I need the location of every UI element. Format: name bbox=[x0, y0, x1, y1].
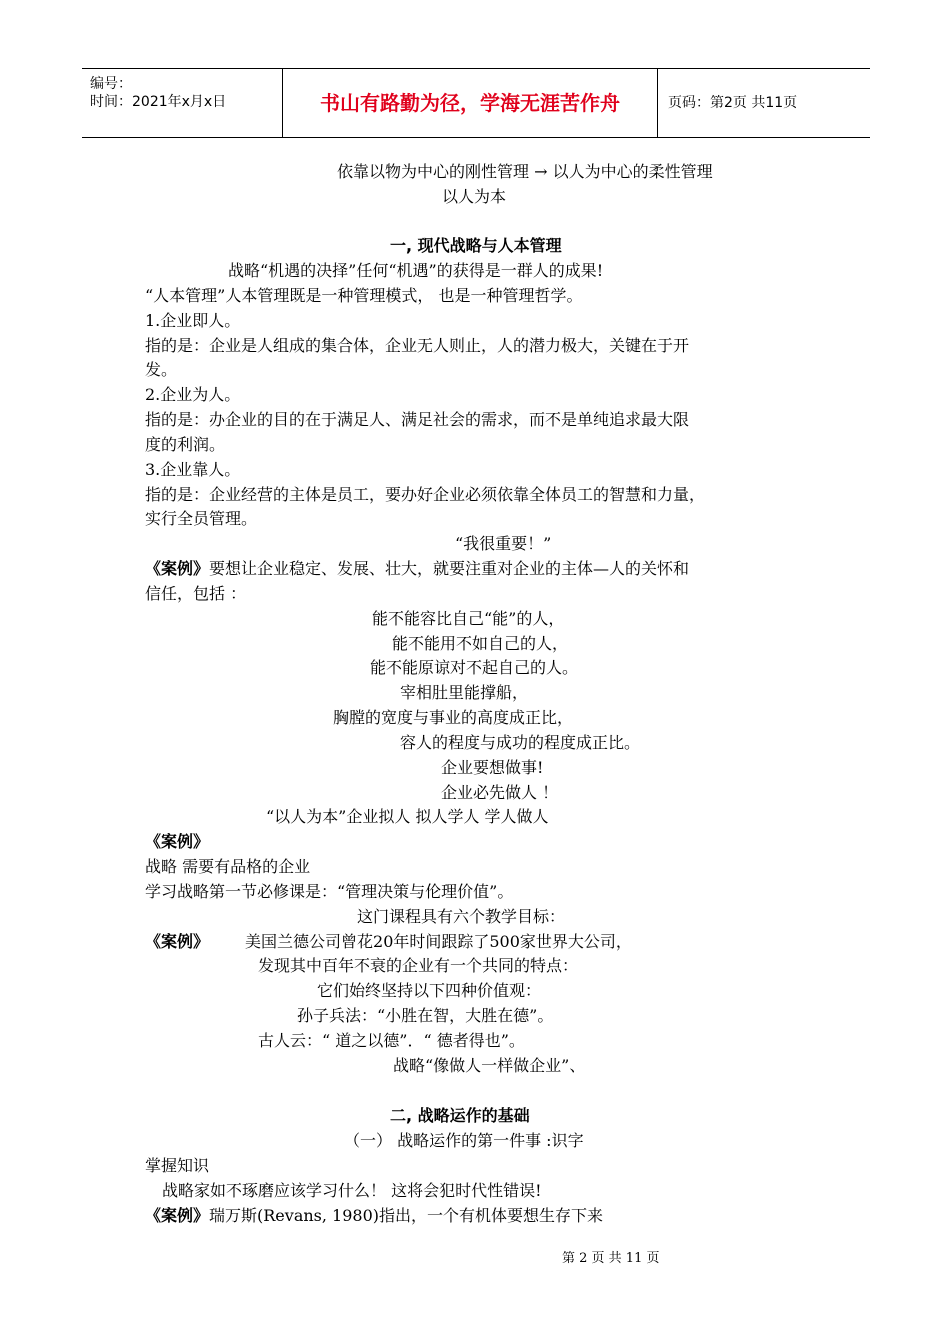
header-divider bbox=[657, 69, 658, 137]
page-footer: 第 2 页 共 11 页 bbox=[562, 1251, 660, 1266]
text-line: 瑞万斯(Revans, 1980)指出，一个有机体要想生存下来 bbox=[209, 1206, 604, 1225]
text-line: 宰相肚里能撑船， bbox=[400, 683, 529, 702]
text-line: 实行全员管理。 bbox=[145, 509, 258, 528]
text-line: 指的是：企业经营的主体是员工，要办好企业必须依靠全体员工的智慧和力量， bbox=[145, 485, 706, 504]
text-line: 容人的程度与成功的程度成正比。 bbox=[400, 733, 641, 752]
text-line: 企业要想做事! bbox=[441, 758, 544, 777]
text-line: 3.企业靠人。 bbox=[145, 460, 241, 479]
page-header bbox=[82, 68, 870, 138]
text-line: 发。 bbox=[145, 360, 178, 379]
text-line: 孙子兵法：“小胜在智，大胜在德”。 bbox=[297, 1006, 554, 1025]
header-motto: 书山有路勤为径，学海无涯苦作舟 bbox=[320, 91, 620, 115]
text-line: 以人为本 bbox=[442, 187, 507, 206]
case-line bbox=[145, 558, 689, 580]
case-label: 《案例》 bbox=[145, 832, 210, 851]
text-line: 指的是：办企业的目的在于满足人、满足社会的需求，而不是单纯追求最大限 bbox=[145, 410, 690, 429]
case-line bbox=[145, 1205, 603, 1227]
text-line: 2.企业为人。 bbox=[145, 385, 241, 404]
section-heading: 一, 现代战略与人本管理 bbox=[390, 236, 562, 255]
text-line: 战略“机遇的决择”任何“机遇”的获得是一群人的成果! bbox=[228, 261, 604, 280]
text-line: 依靠以物为中心的刚性管理 → 以人为中心的柔性管理 bbox=[337, 162, 713, 181]
text-line: 它们始终坚持以下四种价值观： bbox=[317, 981, 542, 1000]
text-line: 度的利润。 bbox=[145, 435, 226, 454]
text-line: 胸膛的宽度与事业的高度成正比， bbox=[333, 708, 574, 727]
text-line: 发现其中百年不衰的企业有一个共同的特点： bbox=[258, 956, 579, 975]
case-label: 《案例》 bbox=[145, 559, 210, 578]
text-line: 战略 需要有品格的企业 bbox=[145, 857, 311, 876]
number-label: 编号： bbox=[90, 76, 132, 92]
case-label: 《案例》 bbox=[145, 1206, 210, 1225]
text-line: 能不能容比自己“能”的人， bbox=[372, 609, 565, 628]
text-line: 古人云：“ 道之以德”．“ 德者得也”。 bbox=[258, 1031, 525, 1050]
text-line: 能不能原谅对不起自己的人。 bbox=[370, 658, 579, 677]
text-line: 掌握知识 bbox=[145, 1156, 210, 1175]
text-line: 能不能用不如自己的人， bbox=[392, 634, 569, 653]
text-line: 要想让企业稳定、发展、壮大，就要注重对企业的主体—人的关怀和 bbox=[209, 559, 690, 578]
text-line: 企业必先做人 ！ bbox=[441, 783, 559, 802]
text-line: “人本管理”人本管理既是一种管理模式， 也是一种管理哲学。 bbox=[145, 286, 583, 305]
text-line: 战略家如不琢磨应该学习什么！ 这将会犯时代性错误! bbox=[162, 1181, 542, 1200]
text-line: 指的是：企业是人组成的集合体，企业无人则止，人的潜力极大，关键在于开 bbox=[145, 336, 690, 355]
text-line: 美国兰德公司曾花20年时间跟踪了500家世界大公司， bbox=[245, 932, 632, 951]
text-line: “以人为本”企业拟人 拟人学人 学人做人 bbox=[266, 807, 549, 826]
text-line: “我很重要！” bbox=[455, 534, 552, 553]
header-page-label: 页码：第2页 共11页 bbox=[668, 95, 798, 111]
header-meta-cell bbox=[82, 69, 282, 137]
text-line: （一） 战略运作的第一件事 :识字 bbox=[344, 1131, 584, 1150]
case-line bbox=[145, 931, 632, 953]
text-line: 信任，包括 ： bbox=[145, 584, 247, 603]
section-heading: 二, 战略运作的基础 bbox=[390, 1106, 530, 1125]
text-line: 战略“像做人一样做企业”、 bbox=[393, 1056, 586, 1075]
text-line: 这门课程具有六个教学目标： bbox=[357, 907, 566, 926]
case-label: 《案例》 bbox=[145, 932, 210, 951]
text-line: 1.企业即人。 bbox=[145, 311, 241, 330]
time-label: 时间：2021年x月x日 bbox=[90, 94, 227, 110]
text-line: 学习战略第一节必修课是：“管理决策与伦理价值”。 bbox=[145, 882, 514, 901]
